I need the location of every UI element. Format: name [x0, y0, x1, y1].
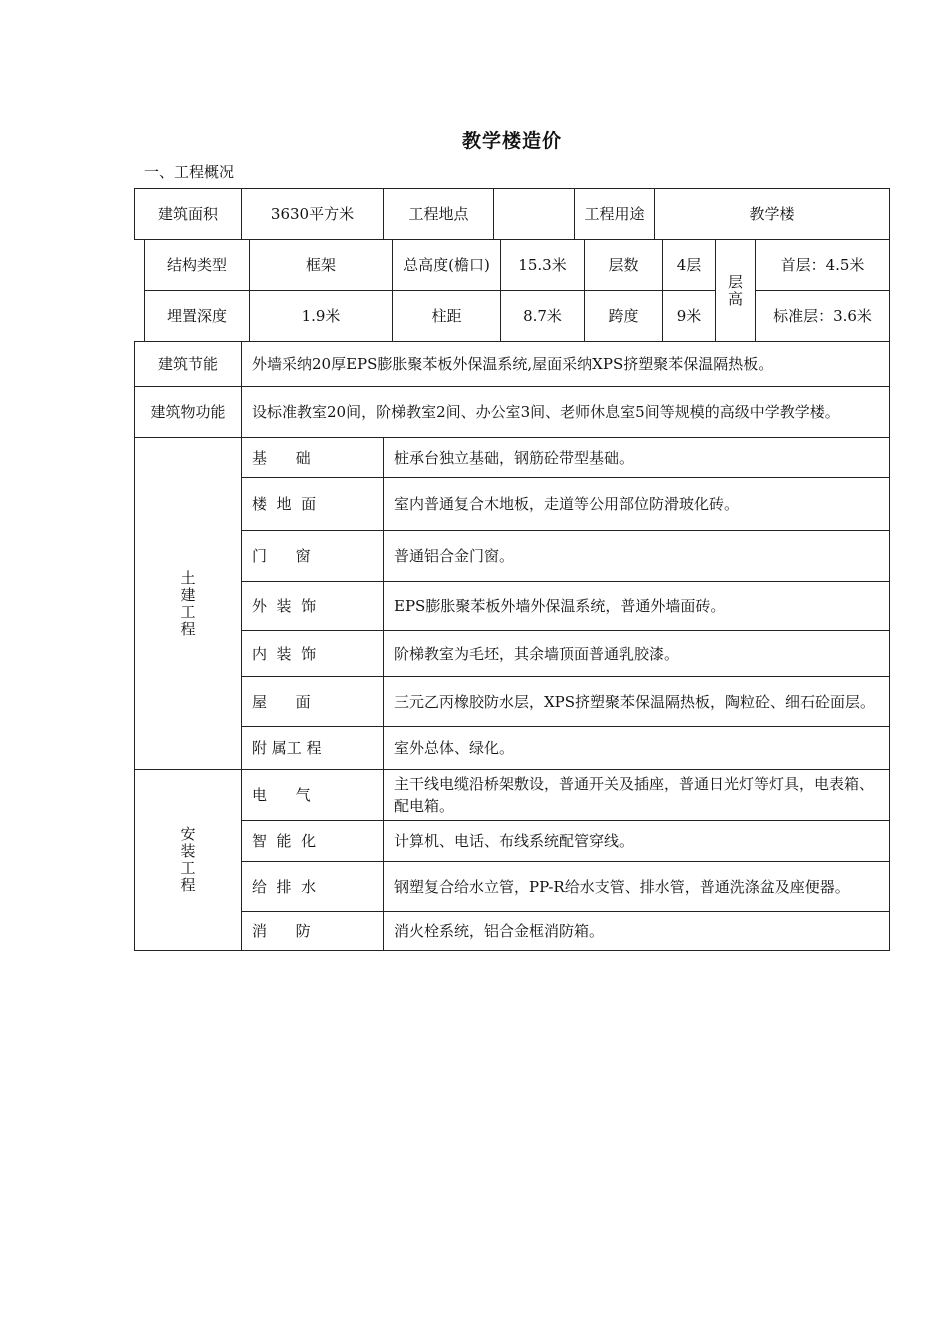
depth-label: 埋置深度	[144, 290, 250, 342]
height-label: 总高度(檐口)	[392, 239, 501, 291]
use-label: 工程用途	[574, 188, 655, 240]
height-value: 15.3米	[500, 239, 585, 291]
floors-value: 4层	[662, 239, 716, 291]
floors-label: 层数	[584, 239, 663, 291]
depth-value: 1.9米	[249, 290, 393, 342]
standard-floor-height: 标准层：3.6米	[755, 290, 890, 342]
civil-item-name: 基 础	[241, 437, 384, 478]
first-floor-height: 首层：4.5米	[755, 239, 890, 291]
civil-item-desc: 阶梯教室为毛坯，其余墙顶面普通乳胶漆。	[383, 630, 890, 677]
span-value: 9米	[662, 290, 716, 342]
civil-item-desc: EPS膨胀聚苯板外墙外保温系统，普通外墙面砖。	[383, 581, 890, 631]
section-heading: 一、工程概况	[144, 163, 235, 181]
story-height-label: 层高	[715, 239, 756, 342]
civil-item-name: 内 装 饰	[241, 630, 384, 677]
civil-item-desc: 桩承台独立基础，钢筋砼带型基础。	[383, 437, 890, 478]
civil-item-name: 楼 地 面	[241, 477, 384, 531]
civil-item-desc: 室内普通复合木地板，走道等公用部位防滑玻化砖。	[383, 477, 890, 531]
area-label: 建筑面积	[134, 188, 242, 240]
install-item-desc: 主干线电缆沿桥架敷设，普通开关及插座，普通日光灯等灯具，电表箱、配电箱。	[383, 769, 890, 821]
function-value: 设标准教室20间，阶梯教室2间、办公室3间、老师休息室5间等规模的高级中学教学楼。	[241, 386, 890, 438]
install-item-desc: 钢塑复合给水立管，PP-R给水支管、排水管，普通洗涤盆及座便器。	[383, 861, 890, 912]
civil-item-name: 屋 面	[241, 676, 384, 727]
civil-item-name: 门 窗	[241, 530, 384, 582]
function-label: 建筑物功能	[134, 386, 242, 438]
document-title: 教学楼造价	[461, 130, 562, 152]
use-value: 教学楼	[654, 188, 890, 240]
civil-item-desc: 室外总体、绿化。	[383, 726, 890, 770]
install-group-label: 安装工程	[134, 769, 242, 951]
civil-item-desc: 三元乙丙橡胶防水层，XPS挤塑聚苯保温隔热板，陶粒砼、细石砼面层。	[383, 676, 890, 727]
span-label: 跨度	[584, 290, 663, 342]
energy-label: 建筑节能	[134, 341, 242, 387]
install-item-name: 智 能 化	[241, 820, 384, 862]
civil-item-name: 外 装 饰	[241, 581, 384, 631]
column-spacing-value: 8.7米	[500, 290, 585, 342]
site-label: 工程地点	[383, 188, 494, 240]
column-spacing-label: 柱距	[392, 290, 501, 342]
install-item-desc: 消火栓系统，铝合金框消防箱。	[383, 911, 890, 951]
civil-item-desc: 普通铝合金门窗。	[383, 530, 890, 582]
install-item-name: 给 排 水	[241, 861, 384, 912]
install-item-name: 消 防	[241, 911, 384, 951]
site-value	[493, 188, 575, 240]
civil-group-label: 土建工程	[134, 437, 242, 770]
energy-value: 外墙采纳20厚EPS膨胀聚苯板外保温系统,屋面采纳XPS挤塑聚苯保温隔热板。	[241, 341, 890, 387]
install-item-name: 电 气	[241, 769, 384, 821]
area-value: 3630平方米	[241, 188, 384, 240]
civil-item-name: 附 属工 程	[241, 726, 384, 770]
structure-label: 结构类型	[144, 239, 250, 291]
install-item-desc: 计算机、电话、布线系统配管穿线。	[383, 820, 890, 862]
structure-value: 框架	[249, 239, 393, 291]
